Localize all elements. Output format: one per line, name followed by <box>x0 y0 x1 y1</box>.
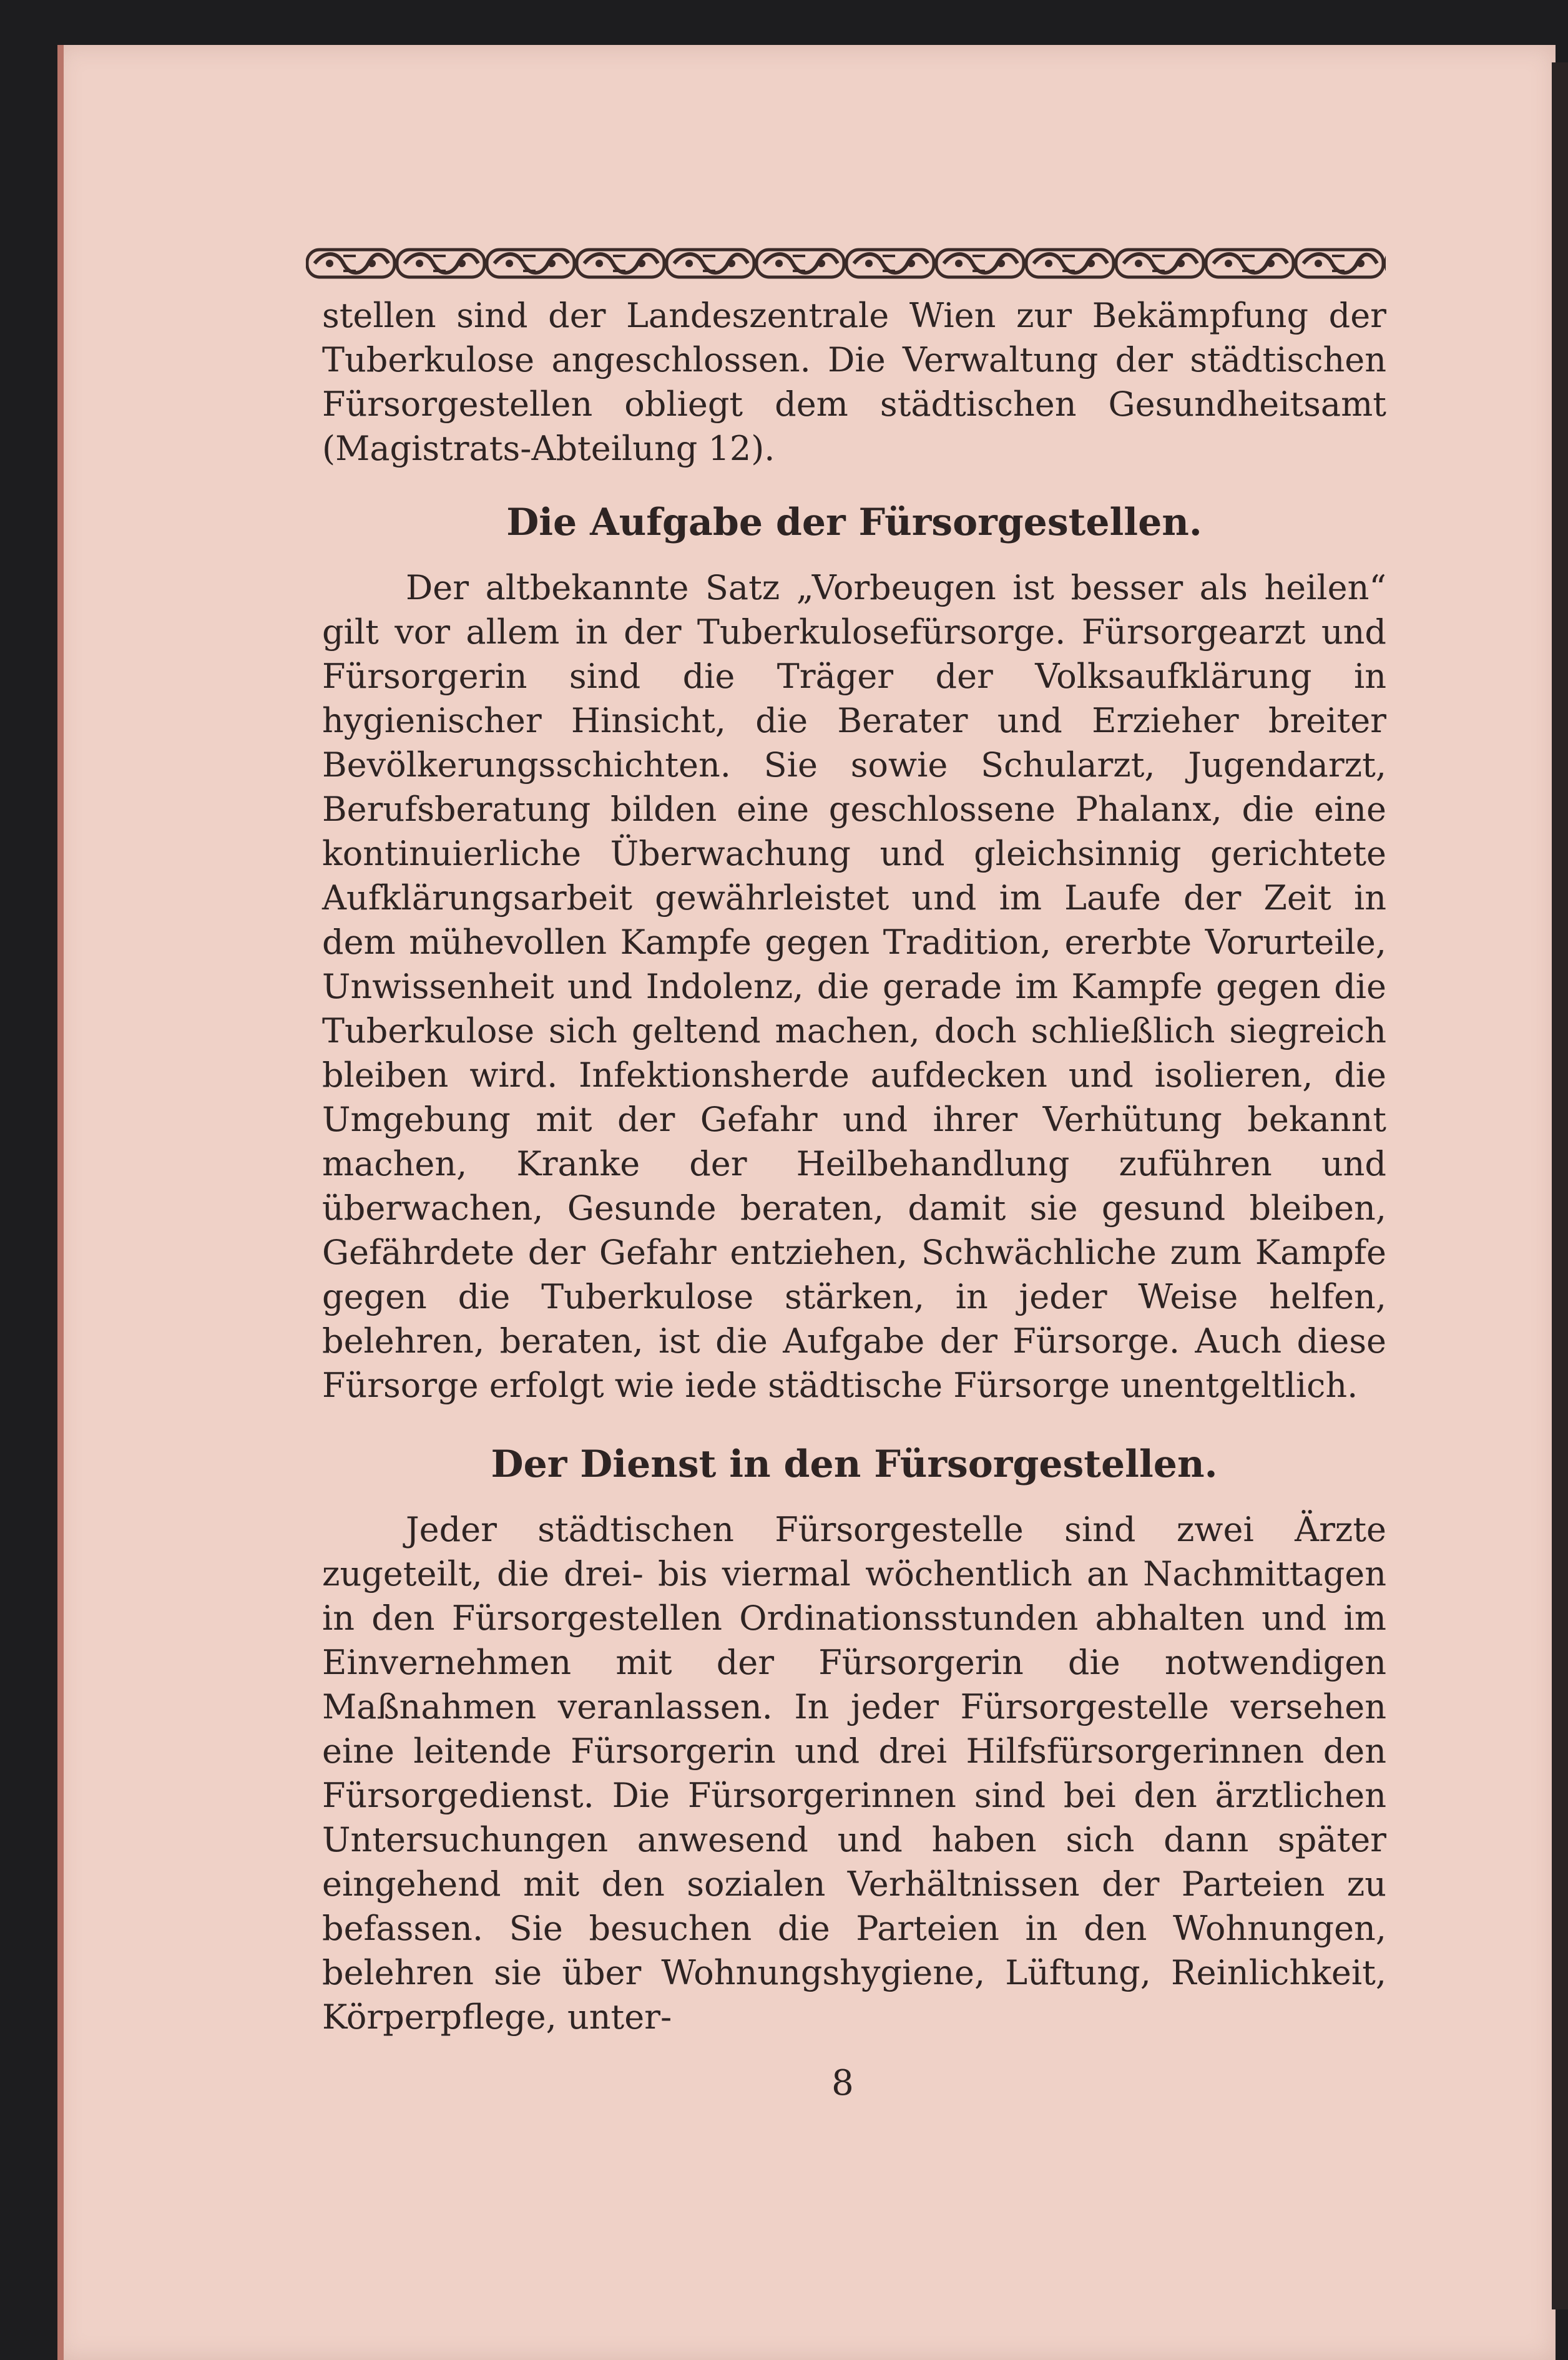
text-block <box>322 293 1386 2039</box>
paragraph-aufgabe: Der altbekannte Satz „Vorbeugen ist besser als heilen“ gilt vor allem in der Tuberkulosefürsorge. Fürsorgearzt und Fürsorgerin sind die Träger der Volksaufklärung in hygienischer Hinsicht, die Berater und Erzieher breiter Bevölkerungsschichten. Sie sowie Schularzt, Jugendarzt, Berufsberatung bilden eine geschlossene Phalanx, die eine kontinuierliche Überwachung und gleichsinnig gerichtete Aufklärungsarbeit gewährleistet und im Laufe der Zeit in dem mühevollen Kampfe gegen Tradition, ererbte Vorurteile, Unwissenheit und Indolenz, die gerade im Kampfe gegen die Tuberkulose sich geltend machen, doch schließlich siegreich bleiben wird. Infektionsherde aufdecken und isolieren, die Umgebung mit der Gefahr und ihrer Verhütung bekannt machen, Kranke der Heilbehandlung zuführen und überwachen, Gesunde beraten, damit sie gesund bleiben, Gefährdete der Gefahr entziehen, Schwächliche zum Kampfe gegen die Tuberkulose stärken, in jeder Weise helfen, belehren, beraten, ist die Aufgabe der Fürsorge. Auch diese Fürsorge erfolgt wie iede städtische Fürsorge unentgeltlich. <box>322 568 1386 1405</box>
section-heading-aufgabe: Die Aufgabe der Fürsorgestellen. <box>506 501 1202 544</box>
section-heading-dienst: Der Dienst in den Fürsorgestellen. <box>491 1442 1218 1486</box>
page-number: 8 <box>831 2063 854 2103</box>
page-edge <box>1552 62 1568 2309</box>
paragraph-dienst: Jeder städtischen Fürsorgestelle sind zwei Ärzte zugeteilt, die drei- bis viermal wöchentlich an Nachmittagen in den Fürsorgestellen Ordinationsstunden abhalten und im Einvernehmen mit der Fürsorgerin die notwendigen Maßnahmen veranlassen. In jeder Fürsorgestelle versehen eine leitende Fürsorgerin und drei Hilfsfürsorgerinnen den Fürsorgedienst. Die Fürsorgerinnen sind bei den ärztlichen Untersuchungen anwesend und haben sich dann später eingehend mit den sozialen Verhältnissen der Parteien zu befassen. Sie besuchen die Parteien in den Wohnungen, belehren sie über Wohnungshygiene, Lüftung, Reinlichkeit, Körperpflege, unter- <box>322 1510 1386 2037</box>
decorative-border-icon <box>306 245 1386 282</box>
page-gutter <box>57 45 64 2360</box>
paragraph-continuation: stellen sind der Landeszentrale Wien zur Bekämpfung der Tuberkulose angeschlossen. Die Verwaltung der städtischen Fürsorgestellen obliegt dem städtischen Gesundheitsamt (Magistrats-Abteilung 12). <box>322 296 1386 468</box>
